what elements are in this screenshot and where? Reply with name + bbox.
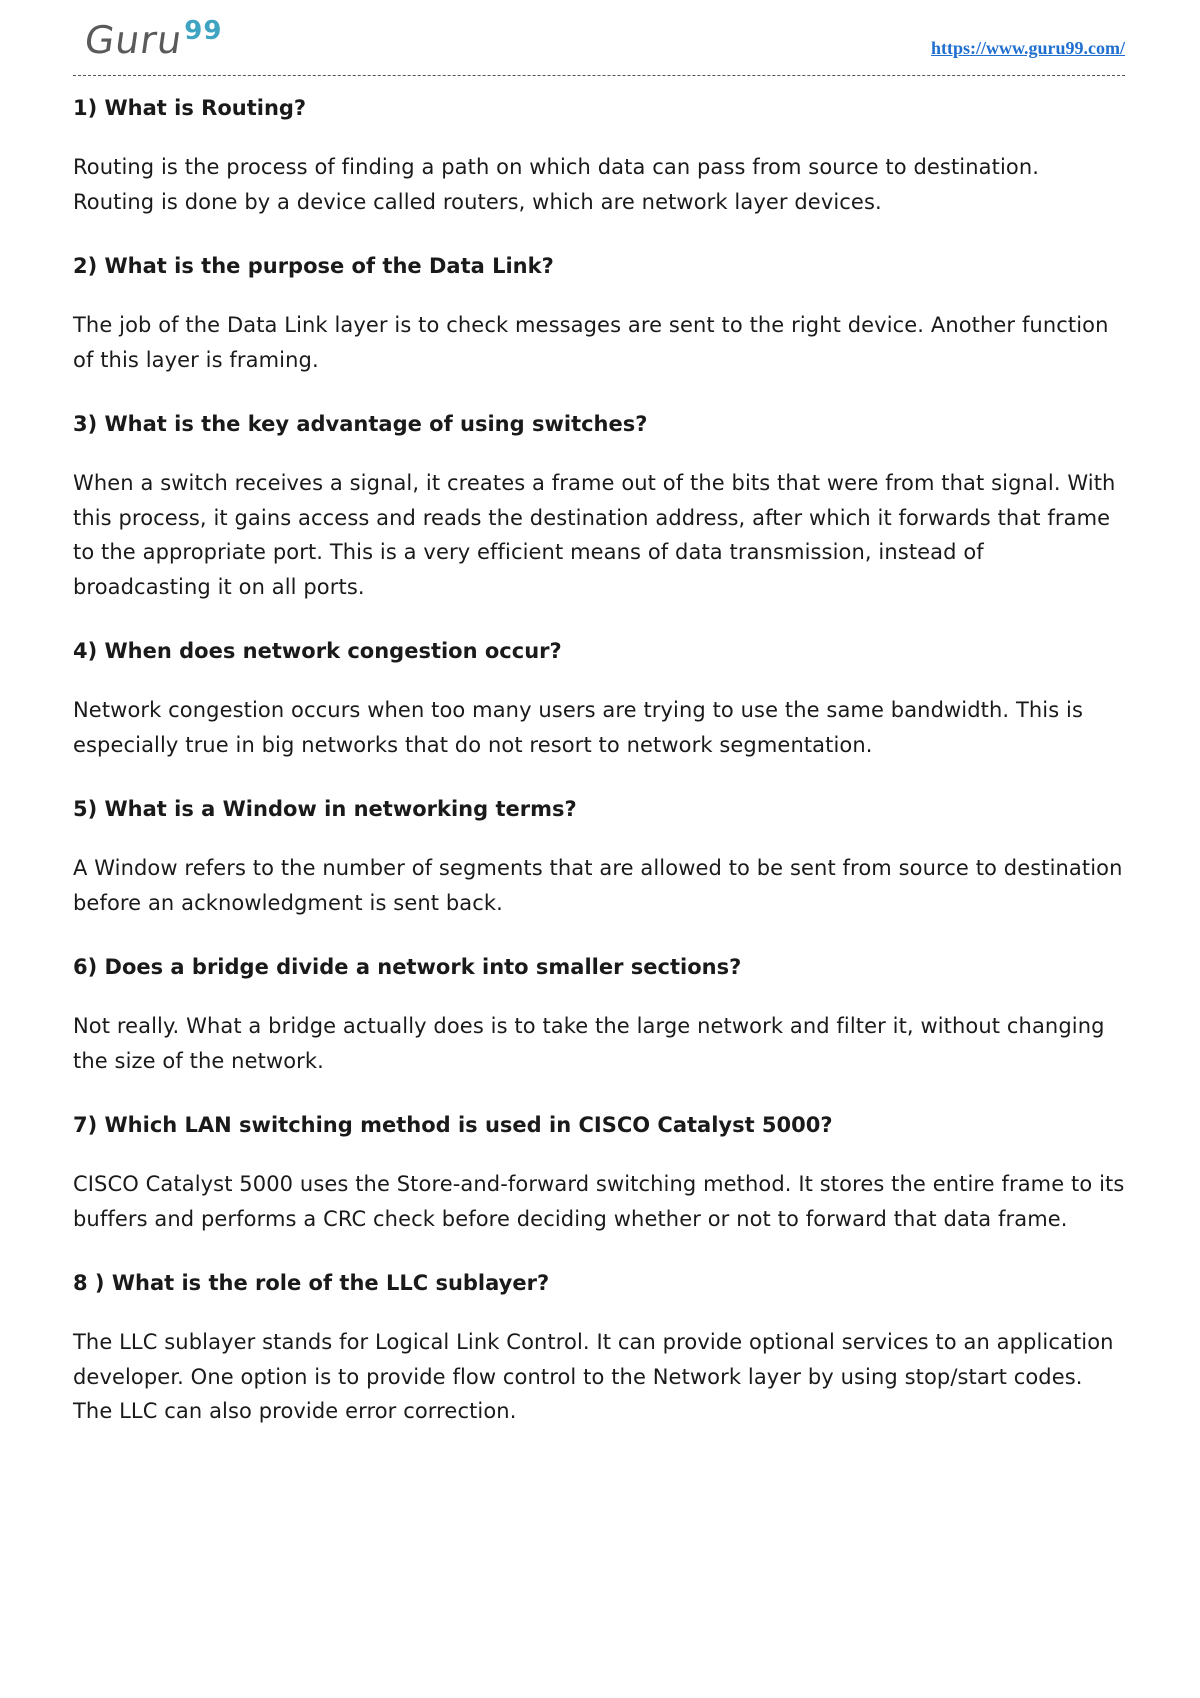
question-heading: 7) Which LAN switching method is used in CISCO Catalyst 5000? (73, 1113, 833, 1137)
qa-item (73, 1109, 1125, 1236)
question-heading: 8 ) What is the role of the LLC sublayer? (73, 1271, 550, 1295)
answer-text: CISCO Catalyst 5000 uses the Store-and-forward switching method. It stores the entire frame to its buffers and performs a CRC check before deciding whether or not to forward that data frame. (73, 1172, 1125, 1231)
qa-item (73, 250, 1125, 377)
qa-item (73, 408, 1125, 604)
answer-text: Routing is the process of finding a path on which data can pass from source to destination. Routing is done by a device called routers, which are network layer devices. (73, 155, 1040, 214)
question-heading: 1) What is Routing? (73, 96, 307, 120)
logo-number: 99 (184, 16, 223, 46)
qa-list (73, 92, 1125, 1460)
qa-item (73, 951, 1125, 1078)
header-divider (73, 75, 1125, 76)
qa-item (73, 635, 1125, 762)
answer-text: The LLC sublayer stands for Logical Link Control. It can provide optional services to an application developer. One option is to provide flow control to the Network layer by using stop/start codes. The LLC can also provide error correction. (73, 1330, 1114, 1423)
question-heading: 2) What is the purpose of the Data Link? (73, 254, 554, 278)
qa-item (73, 92, 1125, 219)
question-heading: 6) Does a bridge divide a network into smaller sections? (73, 955, 742, 979)
page-header (73, 0, 1125, 72)
answer-text: When a switch receives a signal, it creates a frame out of the bits that were from that signal. With this process, it gains access and reads the destination address, after which it forwards that frame to the appropriate port. This is a very efficient means of data transmission, instead of broadcasting it on all ports. (73, 471, 1116, 599)
question-heading: 3) What is the key advantage of using switches? (73, 412, 648, 436)
logo-text: Guru (81, 18, 186, 62)
answer-text: Not really. What a bridge actually does is to take the large network and filter it, without changing the size of the network. (73, 1014, 1105, 1073)
guru99-logo (81, 4, 223, 67)
qa-item (73, 793, 1125, 920)
question-heading: 5) What is a Window in networking terms? (73, 797, 577, 821)
question-heading: 4) When does network congestion occur? (73, 639, 562, 663)
answer-text: The job of the Data Link layer is to check messages are sent to the right device. Another function of this layer is framing. (73, 313, 1109, 372)
answer-text: Network congestion occurs when too many users are trying to use the same bandwidth. This is especially true in big networks that do not resort to network segmentation. (73, 698, 1084, 757)
answer-text: A Window refers to the number of segments that are allowed to be sent from source to destination before an acknowledgment is sent back. (73, 856, 1123, 915)
site-link[interactable]: https://www.guru99.com/ (930, 38, 1125, 58)
qa-item (73, 1267, 1125, 1429)
